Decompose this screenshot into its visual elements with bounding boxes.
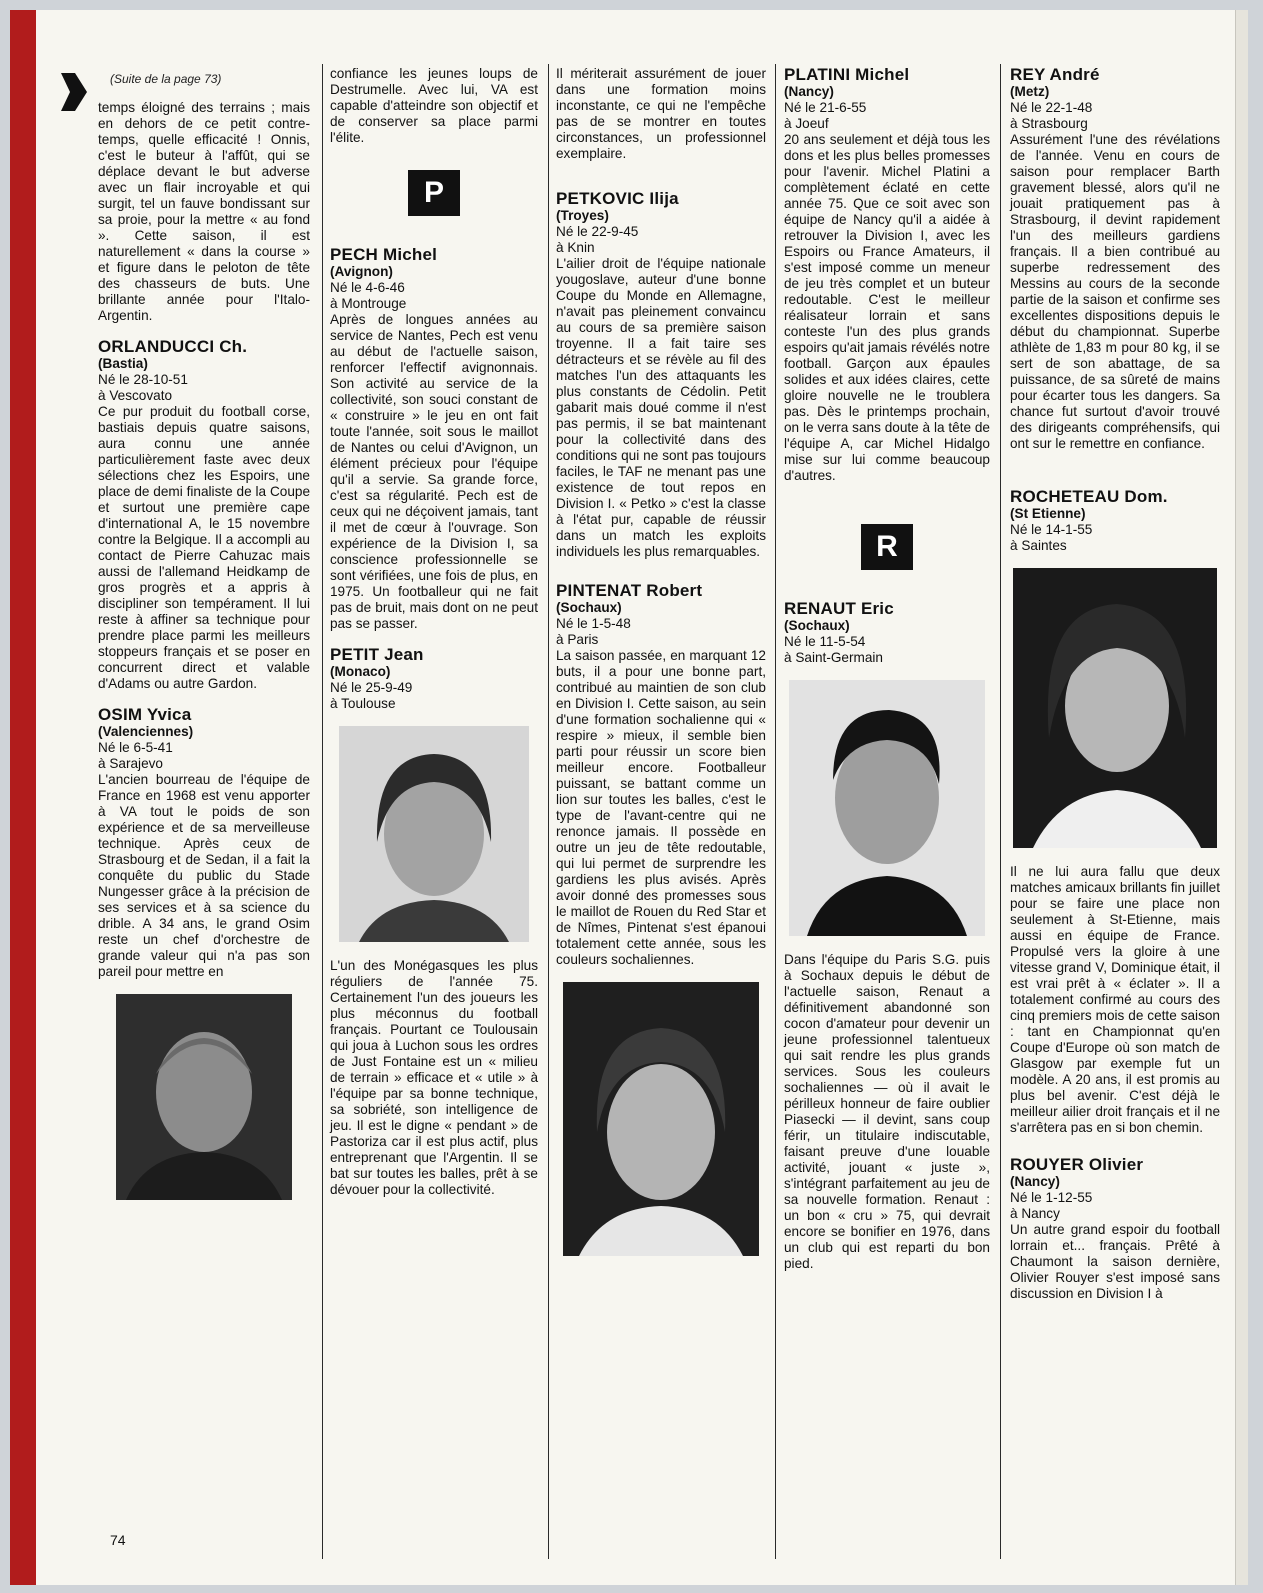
article-text: Il ne lui aura fallu que deux matches amicaux brillants fin juillet pour se faire une place non seulement à St-Etienne, mais aussi en équipe de France. Propulsé vers la gloire à une vitesse grand V, Dominique était, il est vrai prêt à « éclater ». Il a totalement confirmé au cours des cinq premiers mois de cette saison : tant en Championnat qu'en Coupe d'Europe où son match de Glasgow par exemple fut un modèle. A 20 ans, il est promis au plus bel avenir. C'est déjà le meilleur ailier droit français et il ne s'arrêtera pas en si bon chemin. <box>1010 864 1220 1135</box>
player-photo <box>339 726 529 942</box>
magazine-page <box>10 10 1248 1585</box>
article-text: Après de longues années au service de Nantes, Pech est venu au début de l'actuelle saison, renforcer l'effectif avignonnais. Son activité au service de la collectivité, son souci constant de « construire » le jeu en ont fait toute l'année, soit sous le maillot de Nantes ou celui d'Avignon, un élément précieux pour l'équipe qu'il a servie. Sa grande force, c'est sa régularité. Pech est de ceux qui ne déçoivent jamais, tant il met de cœur à l'ouvrage. Son expérience de la Division I, sa conscience professionnelle se sont vérifiées, une fois de plus, en 1975. Un footballeur qui ne fait pas de bruit, mais dont on ne peut pas se passer. <box>330 312 538 631</box>
player-birthplace: à Knin <box>556 240 595 255</box>
player-birthplace: à Paris <box>556 632 599 647</box>
article-text: Dans l'équipe du Paris S.G. puis à Sochaux depuis le début de l'actuelle saison, Renaut a définitivement abandonné son cocon d'amateur pour devenir un jeune professionnel talentueux qui sait rendre les plus grands services. Sous les couleurs sochaliennes — où il avait le périlleux honneur de faire oublier Piasecki — il devint, sans coup férir, un titulaire indiscutable, faisant preuve d'une louable activité, jouant « juste », s'intégrant parfaitement au jeu de sa nouvelle formation. Renaut : un bon « cru » 75, qui devrait encore se bonifier en 1976, dans un club qui est reparti du bon pied. <box>784 952 990 1271</box>
player-name: ORLANDUCCI Ch. <box>98 337 248 356</box>
player-name: PLATINI Michel <box>784 65 910 84</box>
player-entry <box>784 600 990 1272</box>
player-birthdate: Né le 22-1-48 <box>1010 100 1093 115</box>
player-photo <box>1013 568 1217 848</box>
player-birthdate: Né le 28-10-51 <box>98 372 188 387</box>
article-text: confiance les jeunes loups de Destrumelle. Avec lui, VA est capable d'atteindre son objectif et de conserver sa place parmi l'élite. <box>330 66 538 145</box>
page-number: 74 <box>110 1532 126 1548</box>
player-club: (Avignon) <box>330 264 393 279</box>
article-text: Ce pur produit du football corse, bastiais depuis quatre saisons, aura connu une année particulièrement faste avec deux sélections chez les Espoirs, une place de demi finaliste de la Coupe et surtout une première cape d'international A, le 15 novembre contre la Belgique. Il a accompli au contact de Pierre Cahuzac mais aussi de l'allemand Heidkamp de gros progrès et a appris à discipliner son tempérament. Il lui reste à affiner sa technique pour prendre place parmi les meilleurs stoppeurs français et se poser en concurrent direct et valable d'Adams ou autre Gardon. <box>98 404 310 691</box>
player-birthplace: à Saintes <box>1010 538 1067 553</box>
player-entry <box>330 246 538 632</box>
player-club: (Nancy) <box>784 84 834 99</box>
article-text: L'ailier droit de l'équipe nationale yougoslave, auteur d'une bonne Coupe du Monde en Allemagne, n'avait pas pleinement convaincu au cours de sa première saison troyenne. Il a fait taire ses détracteurs et se révèle au fil des matches l'un des attaquants les plus constants de Cédolin. Petit gabarit mais doué comme il n'est pas permis, il se bat maintenant pour la collectivité dans des conditions qui ne sont pas toujours faciles, le TAF ne menant pas une existence de tout repos en Division I. « Petko » c'est la classe à l'état pur, capable de réussir dans un match les exploits individuels les plus remarquables. <box>556 256 766 559</box>
player-birthdate: Né le 6-5-41 <box>98 740 173 755</box>
player-birthdate: Né le 1-5-48 <box>556 616 631 631</box>
section-letter: P <box>408 170 460 216</box>
player-name: PETIT Jean <box>330 645 424 664</box>
player-birthplace: à Joeuf <box>784 116 829 131</box>
player-entry <box>784 66 990 484</box>
player-birthplace: à Nancy <box>1010 1206 1060 1221</box>
player-photo <box>789 680 985 936</box>
article-text: L'un des Monégasques les plus réguliers de l'année 75. Certainement l'un des joueurs les plus méconnus du football français. Pourtant ce Toulousain qui joua à Luchon sous les ordres de Just Fontaine est un « milieu de terrain » efficace et « utile » à l'équipe par sa bonne technique, sa sobriété, son intelligence de jeu. Il est le digne « pendant » de Pastoriza car il est plus actif, plus entreprenant que l'Argentin. Il se bat sur toutes les balles, prêt à se dévouer pour la collectivité. <box>330 958 538 1197</box>
player-name: PETKOVIC Ilija <box>556 189 679 208</box>
player-name: OSIM Yvica <box>98 705 192 724</box>
player-club: (Monaco) <box>330 664 391 679</box>
player-photo <box>563 982 759 1256</box>
player-entry <box>1010 488 1220 1136</box>
player-birthdate: Né le 14-1-55 <box>1010 522 1093 537</box>
column-1 <box>98 100 310 1216</box>
player-entry <box>98 338 310 692</box>
player-name: RENAUT Eric <box>784 599 894 618</box>
player-club: (Sochaux) <box>784 618 850 633</box>
player-birthdate: Né le 1-12-55 <box>1010 1190 1093 1205</box>
column-rule <box>775 64 776 1559</box>
player-birthplace: à Strasbourg <box>1010 116 1088 131</box>
player-name: REY André <box>1010 65 1100 84</box>
player-entry <box>556 582 766 968</box>
red-spine <box>10 10 36 1585</box>
player-name: ROUYER Olivier <box>1010 1155 1144 1174</box>
column-5 <box>1010 66 1220 1302</box>
article-text: temps éloigné des terrains ; mais en dehors de ce petit contre-temps, quelle efficacité ! Onnis, c'est le buteur à l'affût, qui se déplace devant le but adverse avec un flair incroyable et qui surgit, tel un fauve bondissant sur sa proie, pour la mettre « au fond ». Cette saison, il est naturellement « dans la course » et figure dans le peloton de tête des chasseurs de buts. Une brillante année pour l'Italo-Argentin. <box>98 100 310 323</box>
player-entry <box>1010 66 1220 452</box>
player-name: ROCHETEAU Dom. <box>1010 487 1168 506</box>
article-text: Un autre grand espoir du football lorrain et... français. Prêté à Chaumont la saison dernière, Olivier Rouyer s'est imposé sans discussion en Division I à <box>1010 1222 1220 1301</box>
column-2 <box>330 66 538 1198</box>
column-rule <box>548 64 549 1559</box>
column-rule <box>322 64 323 1559</box>
player-entry <box>330 646 538 1198</box>
player-entry <box>98 706 310 980</box>
article-text: Il mériterait assurément de jouer dans une formation moins inconstante, ce qui ne l'empêche pas de se montrer en toutes circonstances, un professionnel exemplaire. <box>556 66 766 161</box>
player-club: (Valenciennes) <box>98 724 194 739</box>
player-birthplace: à Saint-Germain <box>784 650 883 665</box>
column-3 <box>556 66 766 1272</box>
player-club: (Troyes) <box>556 208 609 223</box>
player-club: (Metz) <box>1010 84 1050 99</box>
player-birthdate: Né le 21-6-55 <box>784 100 867 115</box>
player-birthplace: à Toulouse <box>330 696 396 711</box>
player-club: (Sochaux) <box>556 600 622 615</box>
player-entry <box>1010 1156 1220 1302</box>
player-birthplace: à Sarajevo <box>98 756 163 771</box>
continued-note: (Suite de la page 73) <box>110 72 222 86</box>
player-club: (Bastia) <box>98 356 148 371</box>
player-birthplace: à Montrouge <box>330 296 407 311</box>
player-name: PECH Michel <box>330 245 438 264</box>
article-text: Assurément l'une des révélations de l'année. Venu en cours de saison pour remplacer Barth gravement blessé, alors qu'il ne jouait pratiquement pas à Strasbourg, il devint rapidement l'un des meilleurs gardiens français. Il a bien contribué au superbe redressement des Messins au cours de la seconde partie de la saison et confirme ses excellentes dispositions depuis le début du championnat. Superbe athlète de 1,83 m pour 80 kg, il se sert de son abattage, de sa puissance, de sa sûreté de mains pour écarter tous les dangers. Sa chance fut surtout d'avoir trouvé des dirigeants compréhensifs, qui ont sur le remettre en confiance. <box>1010 132 1220 451</box>
column-rule <box>1000 64 1001 1559</box>
player-club: (St Etienne) <box>1010 506 1086 521</box>
player-club: (Nancy) <box>1010 1174 1060 1189</box>
player-birthdate: Né le 11-5-54 <box>784 634 866 649</box>
section-letter: R <box>861 524 913 570</box>
chevron-right-icon <box>61 73 87 111</box>
player-birthdate: Né le 22-9-45 <box>556 224 639 239</box>
article-text: La saison passée, en marquant 12 buts, il a pour une bonne part, contribué au maintien de son club en Division I. Cette saison, au sein d'une formation sochalienne qui « respire » mieux, il semble bien parti pour réussir un score bien meilleur encore. Footballeur puissant, se battant comme un lion sur toutes les balles, c'est le type de l'avant-centre qui ne renonce jamais. Il possède en outre un jeu de tête redoutable, qui lui permet de surprendre les gardiens les plus avisés. Après avoir donné des promesses sous le maillot de Rouen du Red Star et de Nîmes, Pintenat s'est épanoui totalement cette année, sous les couleurs sochaliennes. <box>556 648 766 967</box>
player-birthplace: à Vescovato <box>98 388 173 403</box>
column-4 <box>784 66 990 1272</box>
player-photo <box>116 994 292 1200</box>
player-name: PINTENAT Robert <box>556 581 703 600</box>
article-text: L'ancien bourreau de l'équipe de France en 1968 est venu apporter à VA tout le poids de son expérience et de sa merveilleuse technique. Après ceux de Strasbourg et de Sedan, il a fait la conquête du public du Stade Nungesser grâce à la précision de ses services et à sa science du drible. A 34 ans, le grand Osim reste un chef d'orchestre de grande valeur qui n'a pas son pareil pour mettre en <box>98 772 310 979</box>
player-entry <box>556 190 766 560</box>
page-edge <box>1235 10 1248 1585</box>
player-birthdate: Né le 4-6-46 <box>330 280 405 295</box>
player-birthdate: Né le 25-9-49 <box>330 680 413 695</box>
article-text: 20 ans seulement et déjà tous les dons et les plus belles promesses pour l'avenir. Michel Platini a complètement éclaté en cette année 75. Que ce soit avec son équipe de Nancy qu'il a aidée à retrouver la Division I, avec les Espoirs ou France Amateurs, il s'est imposé comme un meneur de jeu très complet et un buteur redoutable. C'est le meilleur réalisateur lorrain et sans conteste l'un des plus grands espoirs qu'ait jamais révélés notre football. Garçon aux épaules solides et aux idées claires, cette gloire nouvelle ne le troublera pas. Dès le printemps prochain, on le verra sans doute à la tête de l'équipe A, car Michel Hidalgo mise sur lui comme beaucoup d'autres. <box>784 132 990 483</box>
